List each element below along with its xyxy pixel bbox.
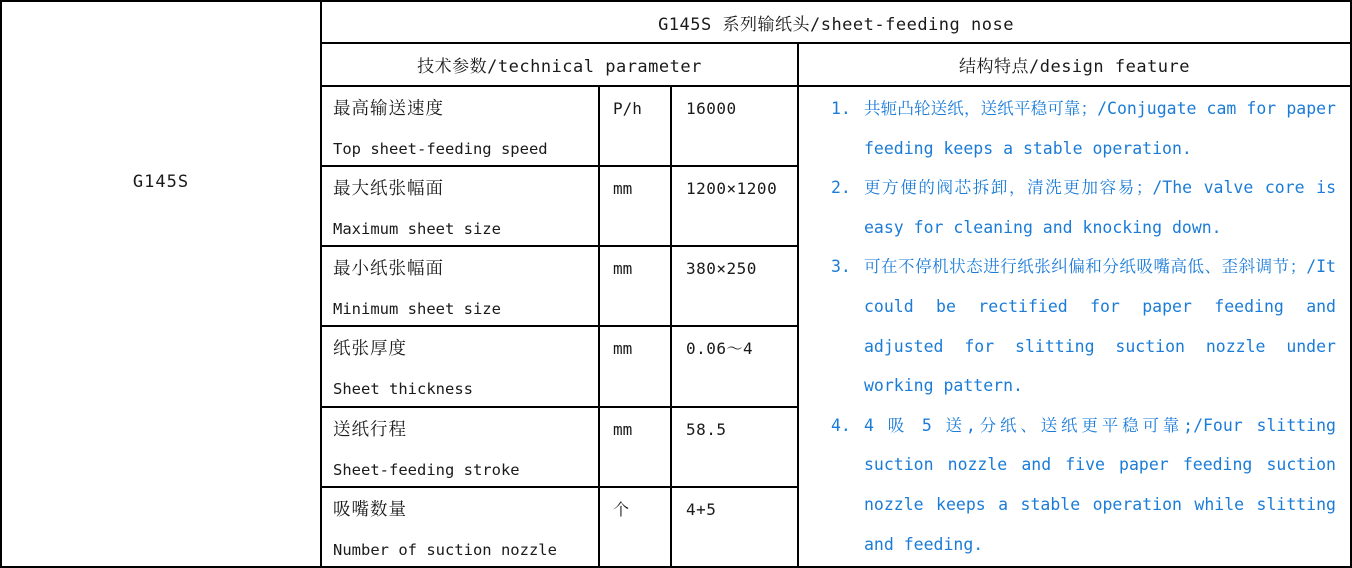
param-name-en: Sheet thickness [333,380,473,399]
param-name-en: Minimum sheet size [333,300,501,319]
feature-text: 更方便的阀芯拆卸，清洗更加容易；/The valve core is easy for cleaning and knocking down. [864,178,1336,237]
feature-item [799,89,1336,168]
param-name-cn: 最大纸张幅面 [333,179,444,200]
param-value: 0.06～4 [670,325,797,405]
param-row-label [320,406,598,486]
feature-number: 3. [831,257,851,277]
model-label: G145S [132,172,190,192]
param-row-label [320,165,598,245]
param-value: 1200×1200 [670,165,797,245]
param-name-en: Top sheet-feeding speed [333,140,548,158]
feature-number: 1. [831,99,851,118]
param-name-cn: 送纸行程 [333,419,407,440]
param-name-cn: 最小纸张幅面 [333,259,444,280]
param-row-label [320,325,598,405]
param-value: 380×250 [670,245,797,325]
param-row-label [320,85,598,165]
feature-number: 2. [831,178,851,198]
param-unit: mm [598,165,670,245]
header-technical-parameter: 技术参数/technical parameter [320,42,797,85]
param-value: 58.5 [670,406,797,486]
feature-item [799,406,1336,564]
param-row-label [320,486,598,566]
feature-item [799,168,1336,247]
design-features-cell [797,85,1350,566]
param-value: 16000 [670,85,797,165]
feature-item [799,247,1336,405]
feature-number: 4. [831,415,851,435]
header-design-feature: 结构特点/design feature [797,42,1350,85]
param-row-label [320,245,598,325]
param-unit: mm [598,406,670,486]
param-unit: mm [598,325,670,405]
feature-text: 可在不停机状态进行纸张纠偏和分纸吸嘴高低、歪斜调节；/It could be rectified for paper feeding and adjusted for slitting suction nozzle under working pattern. [864,257,1336,396]
param-unit: mm [598,245,670,325]
param-value: 4+5 [670,486,797,566]
param-unit: 个 [598,486,670,566]
param-name-cn: 最高输送速度 [333,99,444,119]
feature-text: 共轭凸轮送纸，送纸平稳可靠；/Conjugate cam for paper feeding keeps a stable operation. [864,99,1336,158]
param-name-en: Sheet-feeding stroke [333,460,520,479]
table-title: G145S 系列输纸头/sheet-feeding nose [320,2,1350,42]
param-name-en: Maximum sheet size [333,220,501,239]
feature-text: 4 吸 5 送,分纸、送纸更平稳可靠;/Four slitting suction nozzle and five paper feeding suction nozzle keeps a stable operation while slitting and feeding. [864,415,1336,554]
param-name-en: Number of suction nozzle [333,540,557,559]
param-name-cn: 纸张厚度 [333,339,407,360]
param-name-cn: 吸嘴数量 [333,499,407,520]
param-unit: P/h [598,85,670,165]
model-cell [2,2,320,566]
